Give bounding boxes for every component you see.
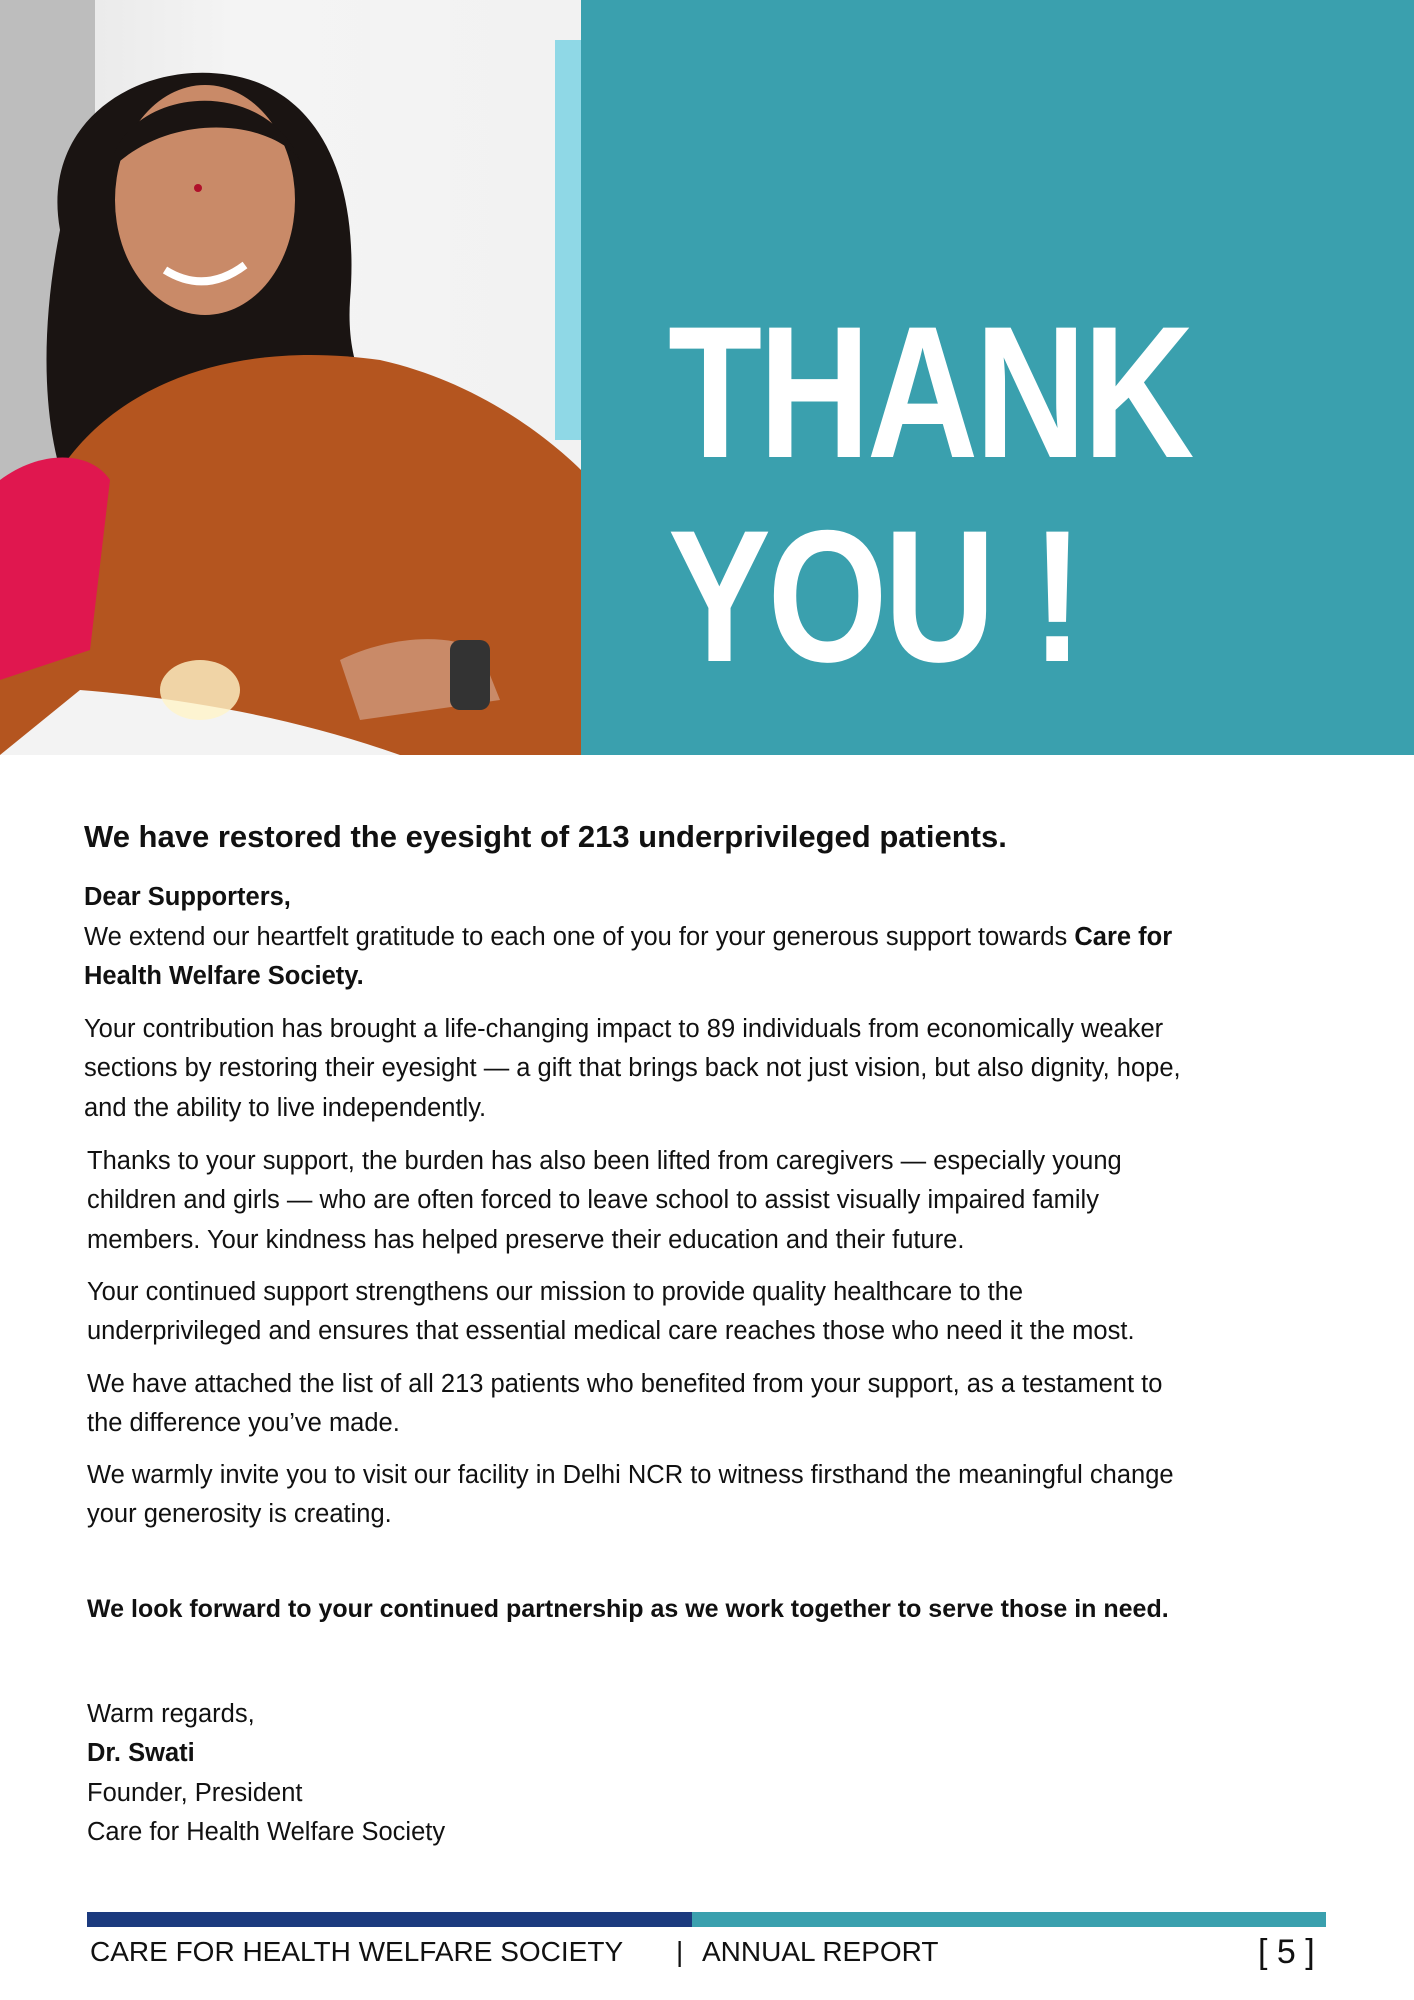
founder-photo <box>0 0 581 755</box>
regards: Warm regards, <box>87 1700 255 1728</box>
intro-text: We extend our heartfelt gratitude to each one of you for your generous support towards <box>84 923 1075 951</box>
org-name-bold: Care for <box>1074 923 1173 951</box>
intro-paragraph <box>84 918 1172 997</box>
line: We warmly invite you to visit our facility in Delhi NCR to witness firsthand the meaningful change <box>87 1461 1174 1489</box>
closing-statement: We look forward to your continued partnership as we work together to serve those in need. <box>87 1595 1169 1623</box>
line: the difference you’ve made. <box>87 1409 400 1438</box>
signer-title: Founder, President <box>87 1778 303 1807</box>
footer-bar-blue <box>87 1912 692 1927</box>
signer-org: Care for Health Welfare Society <box>87 1817 446 1846</box>
thank-heading: THANK <box>668 287 1192 497</box>
line: underprivileged and ensures that essential medical care reaches those who need it the most. <box>87 1317 1135 1346</box>
signer-name: Dr. Swati <box>87 1739 195 1768</box>
headline: We have restored the eyesight of 213 underprivileged patients. <box>84 819 1007 854</box>
line: Your contribution has brought a life-changing impact to 89 individuals from economically weaker <box>84 1015 1164 1043</box>
footer-separator: | <box>676 1936 684 1967</box>
page-number: [ 5 ] <box>1258 1933 1315 1971</box>
line: Thanks to your support, the burden has also been lifted from caregivers — especially young <box>87 1147 1122 1175</box>
line: and the ability to live independently. <box>84 1093 487 1122</box>
line: We have attached the list of all 213 patients who benefited from your support, as a testament to <box>87 1370 1163 1398</box>
paragraph-caregivers <box>87 1142 1122 1260</box>
you-heading: YOU ! <box>668 491 1080 701</box>
paragraph-contribution <box>84 1010 1181 1128</box>
footer-report: ANNUAL REPORT <box>702 1936 939 1967</box>
line: children and girls — who are often forced to leave school to assist visually impaired family <box>87 1186 1099 1215</box>
line: your generosity is creating. <box>87 1500 392 1529</box>
org-name-bold-2: Health Welfare Society. <box>84 962 364 991</box>
paragraph-attached-list <box>87 1365 1162 1444</box>
line: sections by restoring their eyesight — a gift that brings back not just vision, but also dignity, hope, <box>84 1054 1181 1083</box>
paragraph-invite <box>87 1456 1174 1535</box>
line: members. Your kindness has helped preserve their education and their future. <box>87 1225 965 1254</box>
footer-bar-teal <box>692 1912 1326 1927</box>
line: Your continued support strengthens our mission to provide quality healthcare to the <box>87 1278 1024 1306</box>
signature-block <box>87 1695 445 1852</box>
salutation: Dear Supporters, <box>84 883 291 911</box>
footer-org: CARE FOR HEALTH WELFARE SOCIETY <box>90 1936 624 1967</box>
paragraph-mission <box>87 1273 1135 1352</box>
